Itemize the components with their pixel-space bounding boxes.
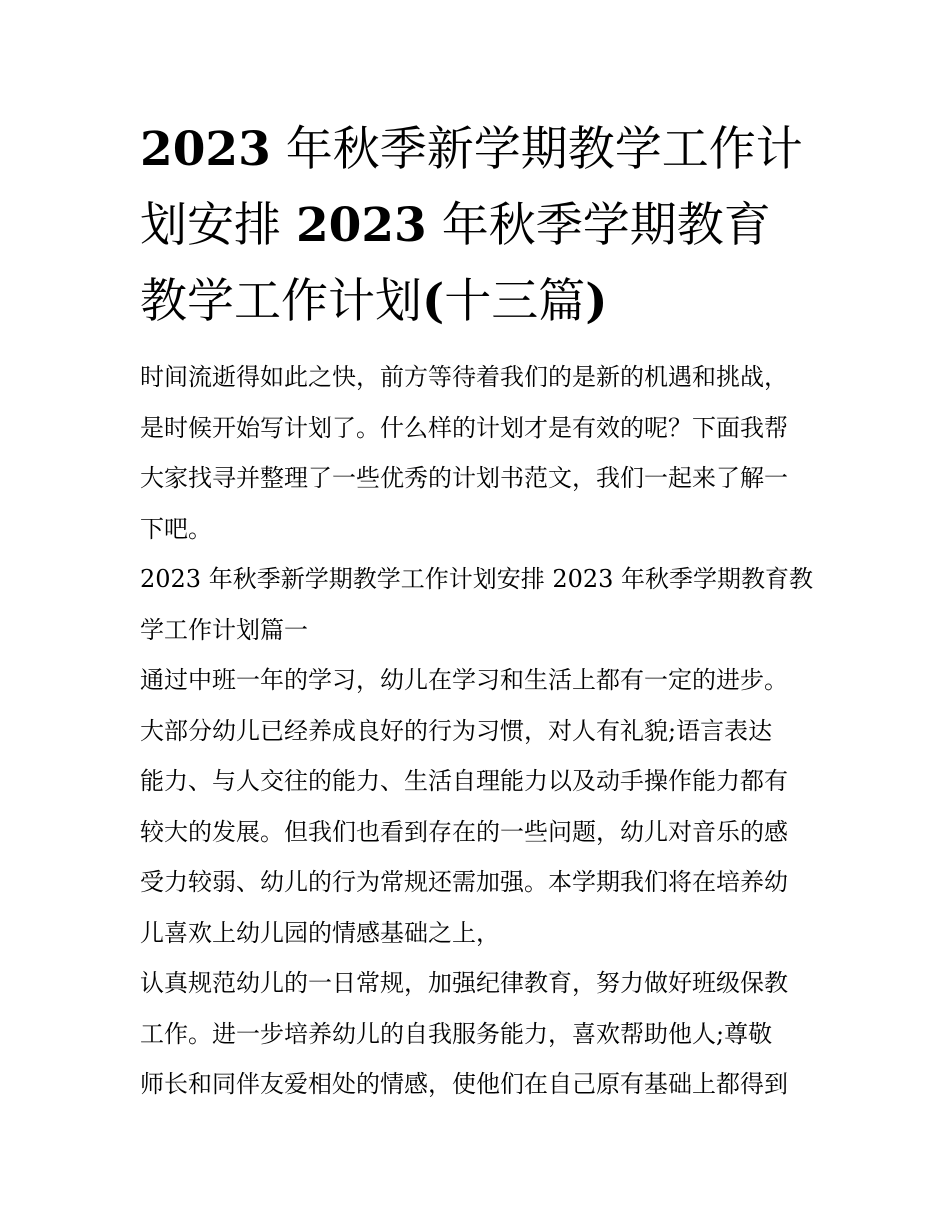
document-body (140, 352, 830, 1110)
paragraph-line: 师长和同伴友爱相处的情感，使他们在自己原有基础上都得到 (140, 1070, 788, 1098)
paragraph-line: 学工作计划篇一 (140, 615, 308, 644)
title-segment: 2023 (295, 198, 427, 253)
title-segment: 2023 (140, 122, 271, 177)
paragraph-line: 是时候开始写计划了。什么样的计划才是有效的呢？下面我帮 (140, 413, 788, 442)
paragraph-line: 儿喜欢上幼儿园的情感基础之上， (140, 918, 500, 947)
paragraph-line: 大部分幼儿已经养成良好的行为习惯，对人有礼貌;语言表达 (140, 716, 773, 745)
paragraph-line: 工作。进一步培养幼儿的自我服务能力，喜欢帮助他人;尊敬 (140, 1019, 773, 1048)
paragraph-line: 时间流逝得如此之快，前方等待着我们的是新的机遇和挑战， (140, 363, 788, 391)
document-title (140, 112, 830, 340)
title-segment: 年秋季学期教育 (426, 198, 771, 253)
title-segment: ( (422, 274, 445, 329)
paragraph-line: 下吧。 (140, 514, 212, 543)
title-line (140, 112, 830, 188)
paragraph-line: 能力、与人交往的能力、生活自理能力以及动手操作能力都有 (140, 767, 788, 795)
title-segment: 年秋季新学期教学工作计 (270, 122, 803, 177)
title-segment: 十三篇 (444, 274, 586, 329)
title-segment: 教学工作计划 (140, 274, 422, 329)
paragraph-line: 大家找寻并整理了一些优秀的计划书范文，我们一起来了解一 (140, 464, 788, 492)
paragraph-line: 受力较弱、幼儿的行为常规还需加强。本学期我们将在培养幼 (140, 868, 788, 896)
paragraph-line: 2023 年秋季新学期教学工作计划安排 2023 年秋季学期教育教 (140, 565, 814, 593)
title-segment: 划安排 (140, 198, 296, 253)
paragraph-line: 通过中班一年的学习，幼儿在学习和生活上都有一定的进步。 (140, 666, 788, 694)
paragraph-line: 认真规范幼儿的一日常规，加强纪律教育，努力做好班级保教 (140, 969, 788, 997)
title-segment: ) (585, 274, 608, 329)
title-line (140, 188, 830, 264)
paragraph-line: 较大的发展。但我们也看到存在的一些问题，幼儿对音乐的感 (140, 817, 788, 846)
title-line (140, 264, 830, 340)
